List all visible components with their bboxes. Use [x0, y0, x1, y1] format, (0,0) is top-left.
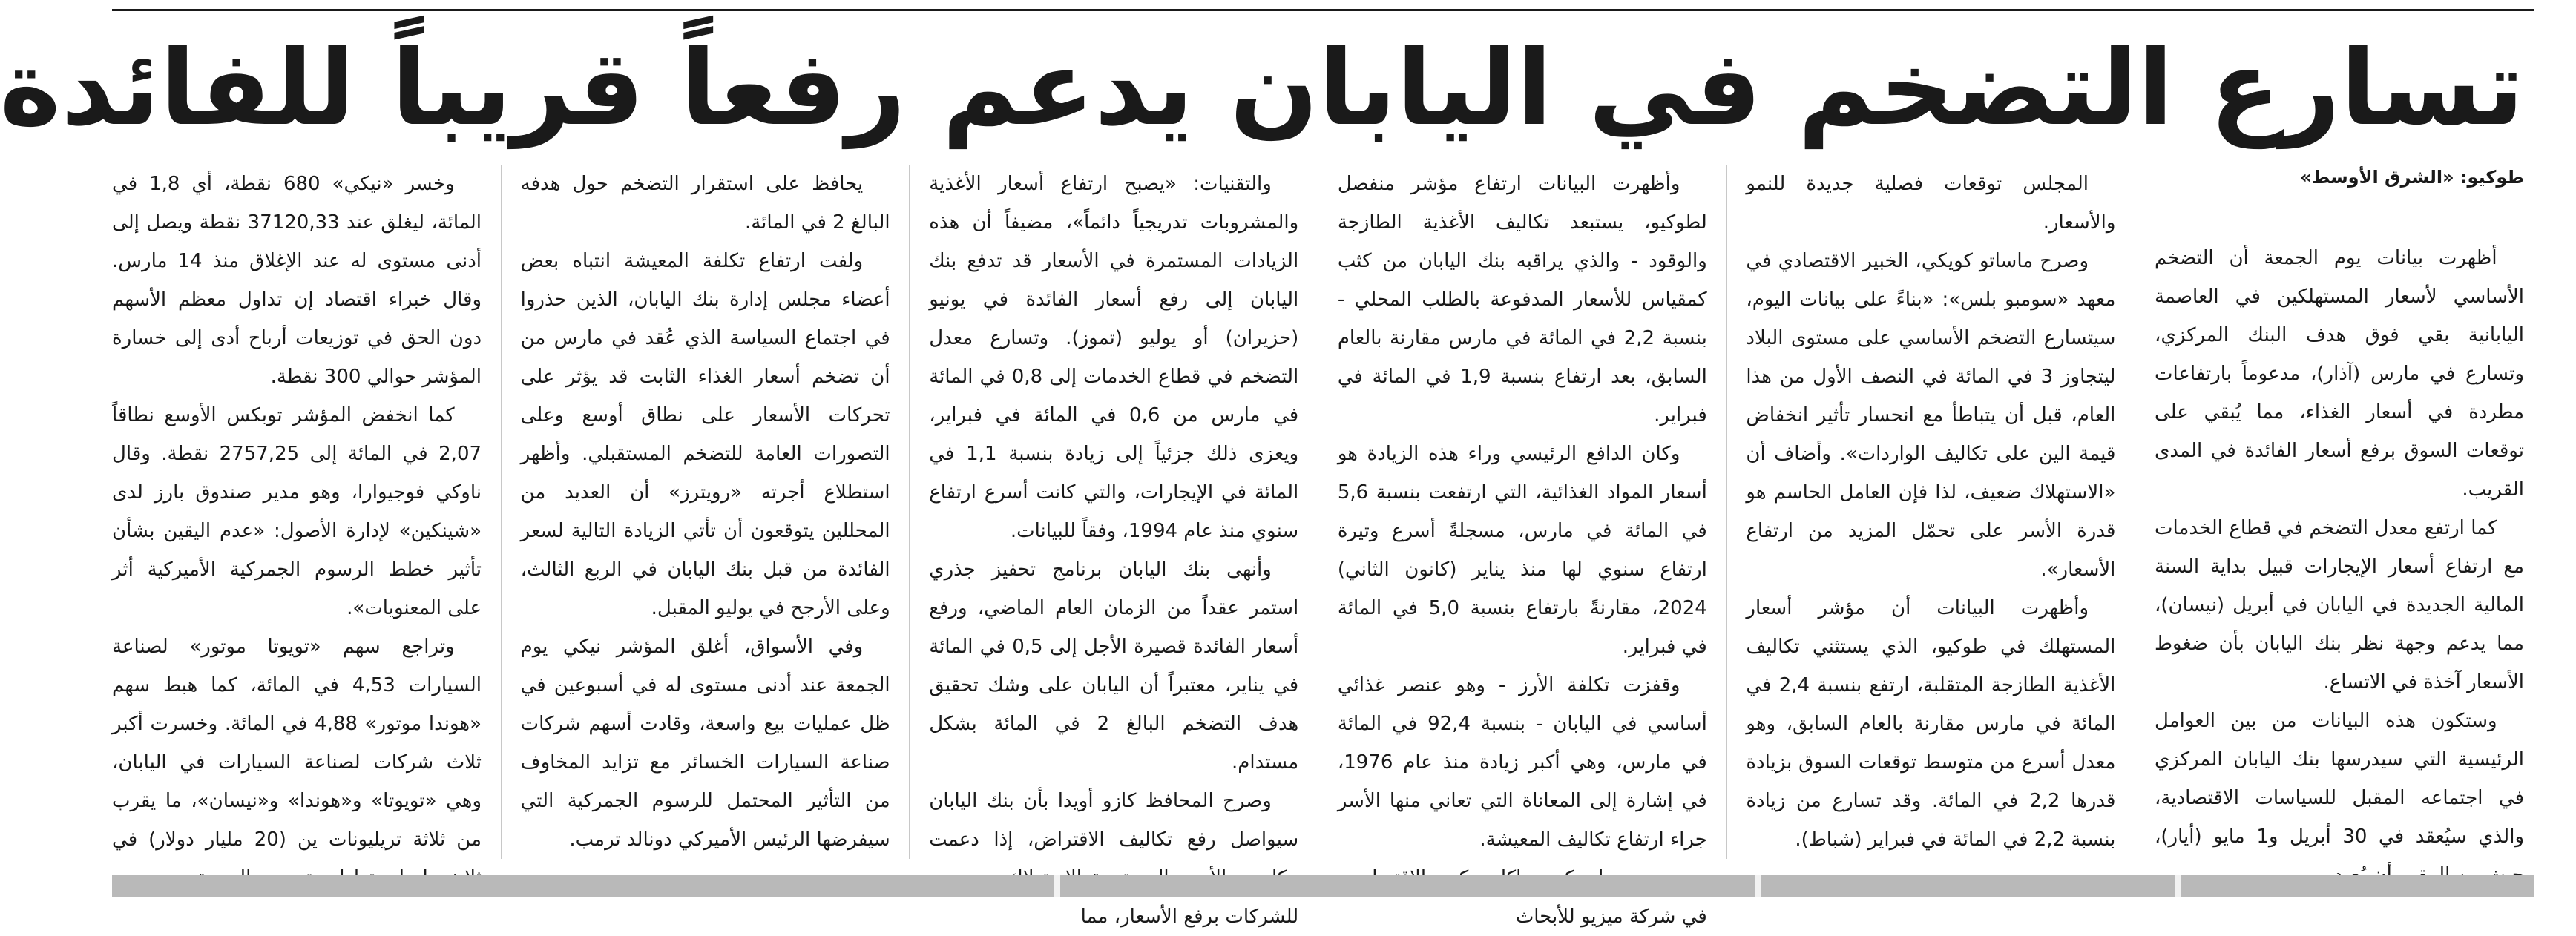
paragraph: في شركة ميزيو للأبحاث — [1515, 906, 1707, 928]
paragraph: وأظهرت البيانات ارتفاع مؤشر منفصل لطوكيو، يستبعد تكاليف الأغذية الطازجة والوقود - والذي يراقبه بنك اليابان من كثب كمقياس للأسعار المدفوعة بالطلب المحلي - بنسبة 2,2 في المائة في مارس مقارنة بالعام السابق، بعد ارتفاع بنسبة 1,9 في المائة في فبراير. — [1337, 173, 1707, 426]
paragraph: وتراجع سهم «تويوتا موتور» لصناعة السيارات 4,53 في المائة، كما هبط سهم «هوندا موتور» 4,88 في المائة. وخسرت أكبر ثلاث شركات لصناعة السيارات في اليابان، وهي «تويوتا» و«هوندا» و«نيسان»، ما يقرب من ثلاثة تريليونات ين (20 مليار دولار) في — [112, 636, 482, 851]
bottom-bar — [112, 875, 2534, 897]
paragraph: وصرح ماساتو كويكي، الخبير الاقتصادي في معهد «سومبو بلس»: «بناءً على بيانات اليوم، سيتسارع التضخم الأساسي على مستوى البلاد ليتجاوز 3 في المائة في النصف الأول من هذا العام، قبل أن يتباطأ مع انحسار تأثير انخفاض قيمة الين على تكاليف الواردات». وأضاف أن «الاستهلاك ضعيف، لذا فإن العامل الحاسم هو قدرة الأسر على تحمّل المزيد من ارتفاع الأسعار». — [1746, 250, 2116, 581]
bar-stripe — [1755, 875, 1761, 897]
column-6 — [112, 165, 482, 859]
paragraph: وصرح المحافظ كازو أويدا بأن بنك اليابان سيواصل رفع تكاليف الاقتراض، إذا دعمت للشركات برفع الأسعار، مما — [929, 790, 1299, 928]
paragraph: ولفت ارتفاع تكلفة المعيشة انتباه بعض أعضاء مجلس إدارة بنك اليابان، الذين حذروا في اجتماع السياسة الذي عُقد في مارس من أن تضخم أسعار الغذاء الثابت قد يؤثر على تحركات الأسعار على نطاق أوسع وعلى التصورات العامة للتضخم المستقبلي. وأظهر استطلاع أجرته «رويترز» أن العديد من المحللين يتوقعون أن تأتي الزيادة التالية لسعر الفائدة من قبل بنك اليابان في الربع الثالث، وعلى الأرجح في يوليو المقبل. — [520, 250, 890, 619]
column-2 — [1746, 165, 2115, 859]
column-4 — [929, 165, 1299, 928]
column-3 — [1337, 165, 1707, 928]
paragraph: المجلس توقعات فصلية جديدة للنمو والأسعار. — [1746, 173, 2116, 234]
column-divider — [909, 165, 910, 859]
paragraph: وستكون هذه البيانات من بين العوامل الرئيسية التي سيدرسها بنك اليابان المركزي في اجتماعه المقبل للسياسات الاقتصادية، والذي سيُعقد في 30 أبريل و1 مايو (أيار)، — [2155, 710, 2524, 848]
column-1 — [2155, 165, 2524, 859]
paragraph: وأنهى بنك اليابان برنامج تحفيز جذري استمر عقداً من الزمان العام الماضي، ورفع أسعار الفائدة قصيرة الأجل إلى 0,5 في المائة في يناير، معتبراً أن اليابان على وشك تحقيق هدف التضخم البالغ 2 في المائة بشكل مستدام. — [929, 558, 1299, 774]
paragraph: وفي الأسواق، أغلق المؤشر نيكي يوم الجمعة عند أدنى مستوى له في أسبوعين في ظل عمليات بيع واسعة، وقادت أسهم شركات صناعة السيارات الخسائر مع تزايد المخاوف من التأثير المحتمل للرسوم الجمركية التي سيفرضها الرئيس الأميركي دونالد ترمب. — [520, 636, 890, 851]
top-rule — [112, 9, 2534, 11]
paragraph: وأظهرت البيانات أن مؤشر أسعار المستهلك في طوكيو، الذي يستثني تكاليف الأغذية الطازجة المتقلبة، ارتفع بنسبة 2,4 في المائة في مارس مقارنة بالعام السابق، وهو معدل أسرع من متوسط توقعات السوق بزيادة قدرها 2,2 في المائة. وقد تسارع من زيادة بنسبة 2,2 في المائة في فبراير (شباط). — [1746, 597, 2116, 851]
column-divider — [1726, 165, 1727, 859]
paragraph: يحافظ على استقرار التضخم حول هدفه البالغ 2 في المائة. — [520, 173, 890, 234]
paragraph: والتقنيات: «يصبح ارتفاع أسعار الأغذية والمشروبات تدريجياً دائماً»، مضيفاً أن هذه الزيادات المستمرة في الأسعار قد تدفع بنك اليابان إلى رفع أسعار الفائدة في يونيو (حزيران) أو يوليو (تموز). وتسارع معدل التضخم في قطاع الخدمات إلى 0,8 في المائة في مارس من 0,6 في المائة في فبراير، ويعزى ذلك جزئياً إلى زيادة بنسبة 1,1 في المائة في الإيجارات، والتي كانت أسرع ارتفاع سنوي منذ عام 1994، وفقاً للبيانات. — [929, 173, 1299, 542]
headline: تسارع التضخم في اليابان يدعم رفعاً قريباً للفائدة — [0, 28, 2524, 149]
column-5 — [521, 165, 890, 859]
paragraph: وخسر «نيكي» 680 نقطة، أي 1,8 في المائة، ليغلق عند 37120,33 نقطة ويصل إلى أدنى مستوى له عند الإغلاق منذ 14 مارس. وقال خبراء اقتصاد إن تداول معظم الأسهم دون الحق في توزيعات أرباح أدى إلى خسارة المؤشر حوالي 300 نقطة. — [112, 173, 482, 388]
article-body — [112, 165, 2524, 928]
paragraph: أظهرت بيانات يوم الجمعة أن التضخم الأساسي لأسعار المستهلكين في العاصمة اليابانية بقي فوق هدف البنك المركزي، وتسارع في مارس (آذار)، مدعوماً بارتفاعات مطردة في أسعار الغذاء، مما يُبقي على توقعات السوق برفع أسعار الفائدة في المدى القريب. — [2155, 247, 2524, 501]
paragraph: وقفزت تكلفة الأرز - وهو عنصر غذائي أساسي في اليابان - بنسبة 92,4 في المائة في مارس، وهي أكبر زيادة منذ عام 1976، في إشارة إلى المعاناة التي تعاني منها الأسر جراء ارتفاع تكاليف المعيشة. — [1337, 674, 1707, 851]
bar-stripe — [1054, 875, 1060, 897]
paragraph: كما ارتفع معدل التضخم في قطاع الخدمات مع ارتفاع أسعار الإيجارات قبيل بداية السنة المالية الجديدة في اليابان في أبريل (نيسان)، مما يدعم وجهة نظر بنك اليابان بأن ضغوط الأسعار آخذة في الاتساع. — [2155, 517, 2524, 693]
bar-stripe — [2175, 875, 2181, 897]
paragraph: وكان الدافع الرئيسي وراء هذه الزيادة هو أسعار المواد الغذائية، التي ارتفعت بنسبة 5,6 في المائة في مارس، مسجلةً أسرع وتيرة ارتفاع سنوي لها منذ يناير (كانون الثاني) 2024، مقارنةً بارتفاع بنسبة 5,0 في المائة في فبراير. — [1337, 443, 1707, 658]
column-divider — [501, 165, 502, 859]
paragraph: كما انخفض المؤشر توبكس الأوسع نطاقاً 2,07 في المائة إلى 2757,25 نقطة. وقال ناوكي فوجيوارا، وهو مدير صندوق بارز لدى «شينكين» لإدارة الأصول: «عدم اليقين بشأن تأثير خطط الرسوم الجمركية الأميركية أثر على المعنويات». — [112, 404, 482, 619]
byline: طوكيو: «الشرق الأوسط» — [2299, 167, 2524, 188]
